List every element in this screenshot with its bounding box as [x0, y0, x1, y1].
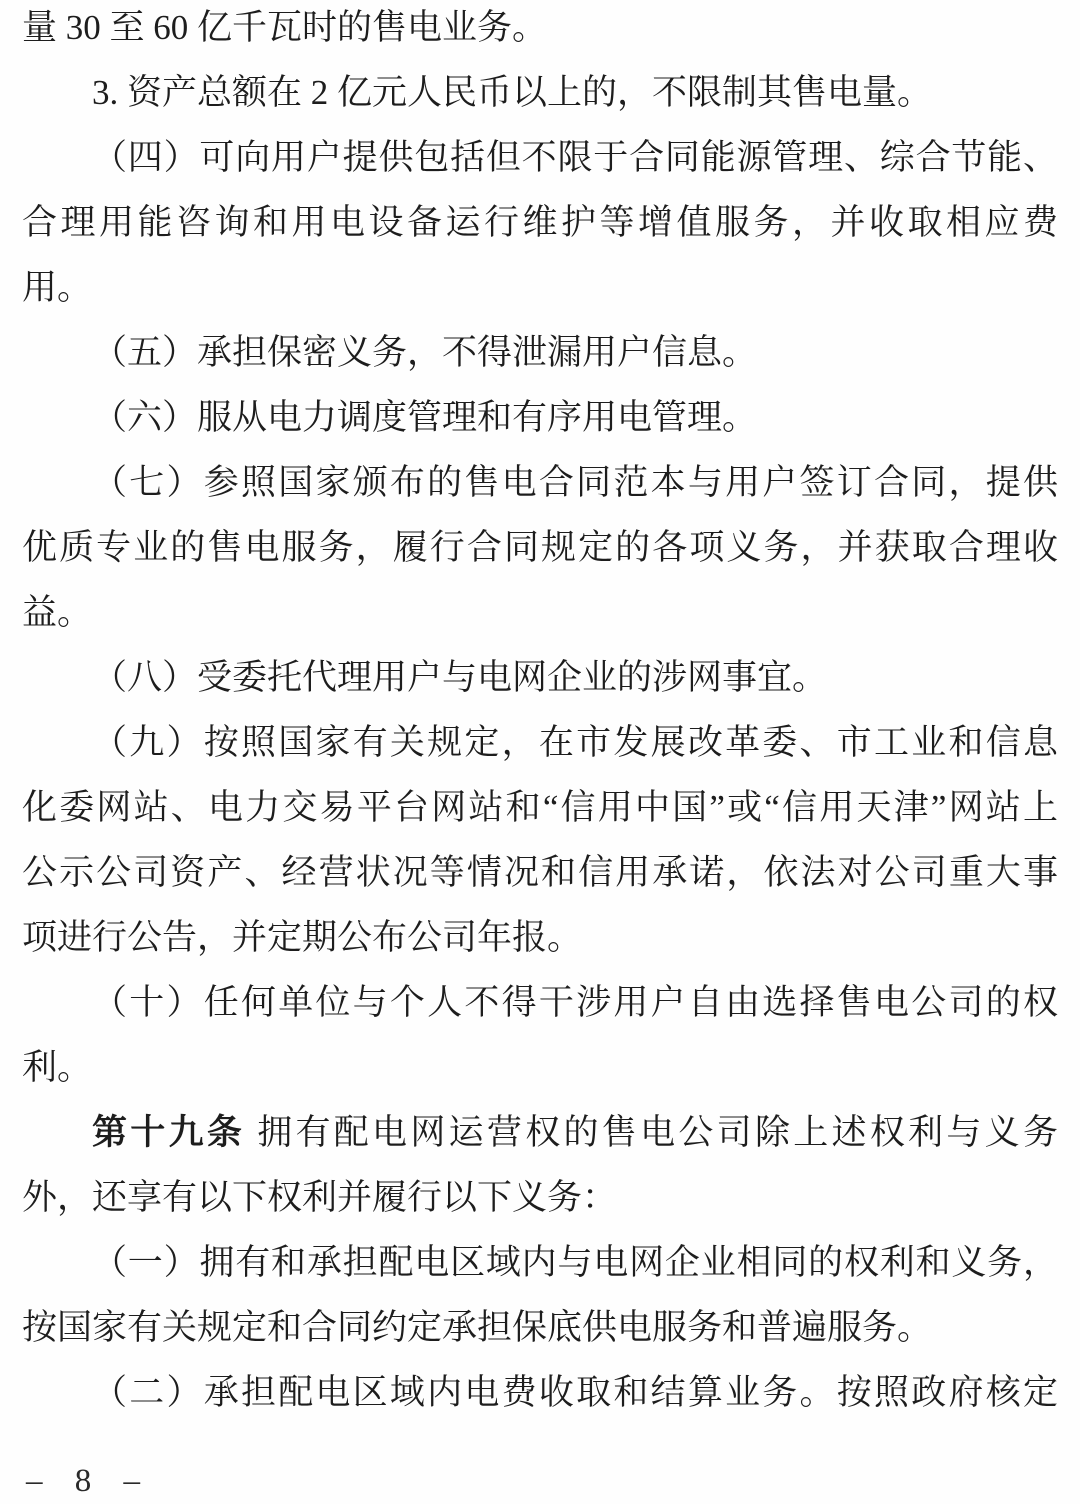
text-line: 益。 [22, 593, 93, 632]
document-body [22, 0, 1058, 1425]
text-line: （八）受委托代理用户与电网企业的涉网事宜。 [92, 658, 828, 697]
text-line: （九）按照国家有关规定，在市发展改革委、市工业和信息 [92, 723, 1058, 762]
text-line: （七）参照国家颁布的售电合同范本与用户签订合同，提供 [92, 463, 1058, 502]
text-line: （二）承担配电区域内电费收取和结算业务。按照政府核定 [92, 1373, 1058, 1412]
text-line: 3. 资产总额在 2 亿元人民币以上的，不限制其售电量。 [92, 73, 933, 112]
text-line: 利。 [22, 1048, 93, 1087]
text-line: （十）任何单位与个人不得干涉用户自由选择售电公司的权 [92, 983, 1058, 1022]
text-line: 用。 [22, 268, 93, 307]
text-line: 量 30 至 60 亿千瓦时的售电业务。 [22, 8, 548, 47]
article-number-bold: 第十九条 [92, 1113, 246, 1152]
text-line: （五）承担保密义务，不得泄漏用户信息。 [92, 333, 758, 372]
text-line: 第十九条 拥有配电网运营权的售电公司除上述权利与义务 [92, 1113, 1058, 1152]
text-line: 外，还享有以下权利并履行以下义务： [22, 1178, 618, 1217]
text-line: （一）拥有和承担配电区域内与电网企业相同的权利和义务， [92, 1243, 1058, 1282]
text-line: 优质专业的售电服务，履行合同规定的各项义务，并获取合理收 [22, 528, 1058, 567]
text-line: （四）可向用户提供包括但不限于合同能源管理、综合节能、 [92, 138, 1058, 177]
text-line: （六）服从电力调度管理和有序用电管理。 [92, 398, 758, 437]
text-line: 合理用能咨询和用电设备运行维护等增值服务，并收取相应费 [22, 203, 1058, 242]
text-line: 化委网站、电力交易平台网站和“信用中国”或“信用天津”网站上 [22, 788, 1058, 827]
text-line: 项进行公告，并定期公布公司年报。 [22, 918, 583, 957]
page-number: – 8 – [26, 1463, 152, 1499]
text-line: 按国家有关规定和合同约定承担保底供电服务和普遍服务。 [22, 1308, 933, 1347]
text-line: 公示公司资产、经营状况等情况和信用承诺，依法对公司重大事 [22, 853, 1058, 892]
